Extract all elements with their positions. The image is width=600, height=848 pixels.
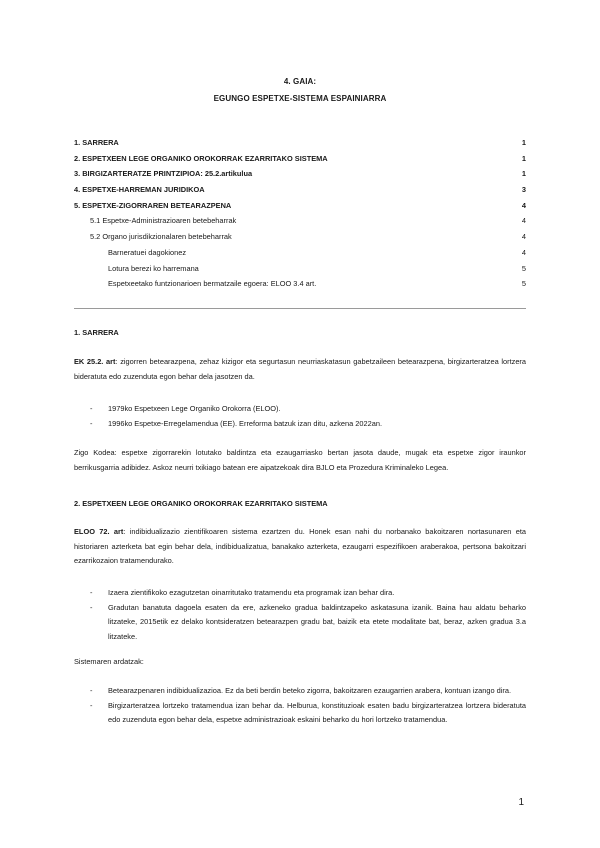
toc-entry[interactable] xyxy=(74,216,526,232)
list-item: - Betearazpenaren indibidualizazioa. Ez da beti berdin beteko zigorra, bakoitzaren ezaugarrien arabera, kontuan izango dira. xyxy=(74,684,526,699)
bullet-dash: - xyxy=(90,686,93,695)
toc-entry[interactable] xyxy=(74,138,526,154)
list-item: - Gradutan banatuta dagoela esaten da ere, azkeneko gradua baldintzapeko askatasuna izanik. Baina hau aldatu beharko litzateke, 2015etik ez delako kontsideratzen betearazpen gradu bat, baizik eta etete modalitate bat, beraz, azken gradua 3.a litzateke. xyxy=(90,602,526,641)
bullet-dash: - xyxy=(90,700,93,710)
toc-entry-label: 5.1 Espetxe-Administrazioaren betebeharrak xyxy=(90,216,237,226)
divider xyxy=(74,308,526,309)
list-item: - Birgizarteratzea lortzeko tratamendua izan behar da. Helburua, konstituzioak esaten badu birgizarteratzea lortzera bideratuta edo zuzenduta egon behar dela, espetxe administrazioak eskaini beharko du hori lortzeko tratamendua. xyxy=(90,700,526,724)
list-item: - Izaera zientifikoko ezagutzetan oinarritutako tratamendu eta programak izan behar dira. xyxy=(74,586,526,601)
toc-entry-page: 1 xyxy=(521,153,526,163)
paragraph-eloo-72 xyxy=(74,525,526,569)
list-item: - 1996ko Espetxe-Erregelamendua (EE). Erreforma batzuk izan ditu, azkena 2022an. xyxy=(74,417,526,432)
toc-entry-label: 3. BIRGIZARTERATZE PRINTZIPIOA: 25.2.artikulua xyxy=(74,169,253,179)
bullet-dash: - xyxy=(90,418,93,428)
toc-entry[interactable] xyxy=(74,201,526,217)
paragraph-text: : zigorren betearazpena, zehaz kizigor eta segurtasun neurriaskatasun gabetzaileen betearazpena, birgizarteratzea lortzera bideratuta edo zuzenduta egon behar dela jasotzen da. xyxy=(74,357,527,381)
toc-entry-page: 5 xyxy=(521,279,526,289)
toc-entry[interactable] xyxy=(74,232,526,248)
toc-entry-label: Espetxeetako funtzionarioen bermatzaile egoera: ELOO 3.4 art. xyxy=(108,279,317,289)
toc-entry-label: Lotura berezi ko harremana xyxy=(108,263,199,273)
toc-entry-page: 1 xyxy=(521,169,526,179)
list-item: - 1979ko Espetxeen Lege Organiko Orokorra (ELOO). xyxy=(74,402,526,417)
paragraph-zigor-kodea: Zigo Kodea: espetxe zigorrarekin lotutako baldintza eta ezaugarriasko bertan jasota daude, mugak eta espetxe zigor iraunkor berrikusgarria adibidez. Askoz neurri txikiago batean ere aipatzekoak dira BJLO eta Prozedura Kriminaleko Legea. xyxy=(74,448,526,472)
toc-entry-page: 1 xyxy=(521,138,526,147)
toc-entry[interactable] xyxy=(74,154,526,170)
chapter-title: 4. GAIA: xyxy=(283,77,317,86)
toc-entry-page: 5 xyxy=(521,263,526,273)
table-of-contents xyxy=(74,138,526,295)
axes-title: Sistemaren ardatzak: xyxy=(74,657,144,666)
toc-entry[interactable] xyxy=(74,248,526,264)
toc-entry-label: Barneratuei dagokionez xyxy=(108,247,187,257)
toc-entry-label: 5.2 Organo jurisdikzionalaren betebeharrak xyxy=(90,232,232,242)
toc-entry-label: 1. SARRERA xyxy=(74,138,119,147)
toc-entry[interactable] xyxy=(74,279,526,295)
toc-entry-label: 4. ESPETXE-HARREMAN JURIDIKOA xyxy=(74,185,205,195)
page-number: 1 xyxy=(518,797,524,808)
paragraph-text: : indibidualizazio zientifikoaren sistema ezartzen du. Honek esan nahi du norbanako bakoitzaren nortasunaren eta historiaren azterketa bat egin behar dela, indibidualizatua, banakako azterketa, ezaugarri espezifikoen araberakoa, pertsona bakoitzari ezarrikozaion tratamendurako. xyxy=(74,527,526,565)
legislation-list xyxy=(74,402,526,431)
toc-entry-page: 4 xyxy=(521,216,526,226)
system-characteristics-list xyxy=(74,586,526,644)
toc-entry-page: 4 xyxy=(521,247,526,257)
document-subtitle: EGUNGO ESPETXE-SISTEMA ESPAINIARRA xyxy=(213,94,387,103)
toc-entry-page: 3 xyxy=(521,185,526,195)
toc-entry-label: 2. ESPETXEEN LEGE ORGANIKO OROKORRAK EZARRITAKO SISTEMA xyxy=(74,153,328,163)
paragraph-ek-25-2 xyxy=(74,355,526,384)
section-heading-sarrera: 1. SARRERA xyxy=(74,328,119,337)
toc-entry[interactable] xyxy=(74,264,526,280)
toc-entry-label: 5. ESPETXE-ZIGORRAREN BETEARAZPENA xyxy=(74,200,232,210)
bullet-dash: - xyxy=(90,404,93,413)
bullet-dash: - xyxy=(90,588,93,597)
toc-entry-page: 4 xyxy=(521,232,526,242)
toc-entry[interactable] xyxy=(74,185,526,201)
article-reference: ELOO 72. art xyxy=(74,527,124,536)
toc-entry-page: 4 xyxy=(521,200,526,210)
section-heading-eloo-sistema: 2. ESPETXEEN LEGE ORGANIKO OROKORRAK EZARRITAKO SISTEMA xyxy=(74,499,328,508)
article-reference: EK 25.2. art xyxy=(74,357,116,366)
bullet-dash: - xyxy=(90,602,93,612)
system-axes-list xyxy=(74,684,526,728)
toc-entry[interactable] xyxy=(74,169,526,185)
